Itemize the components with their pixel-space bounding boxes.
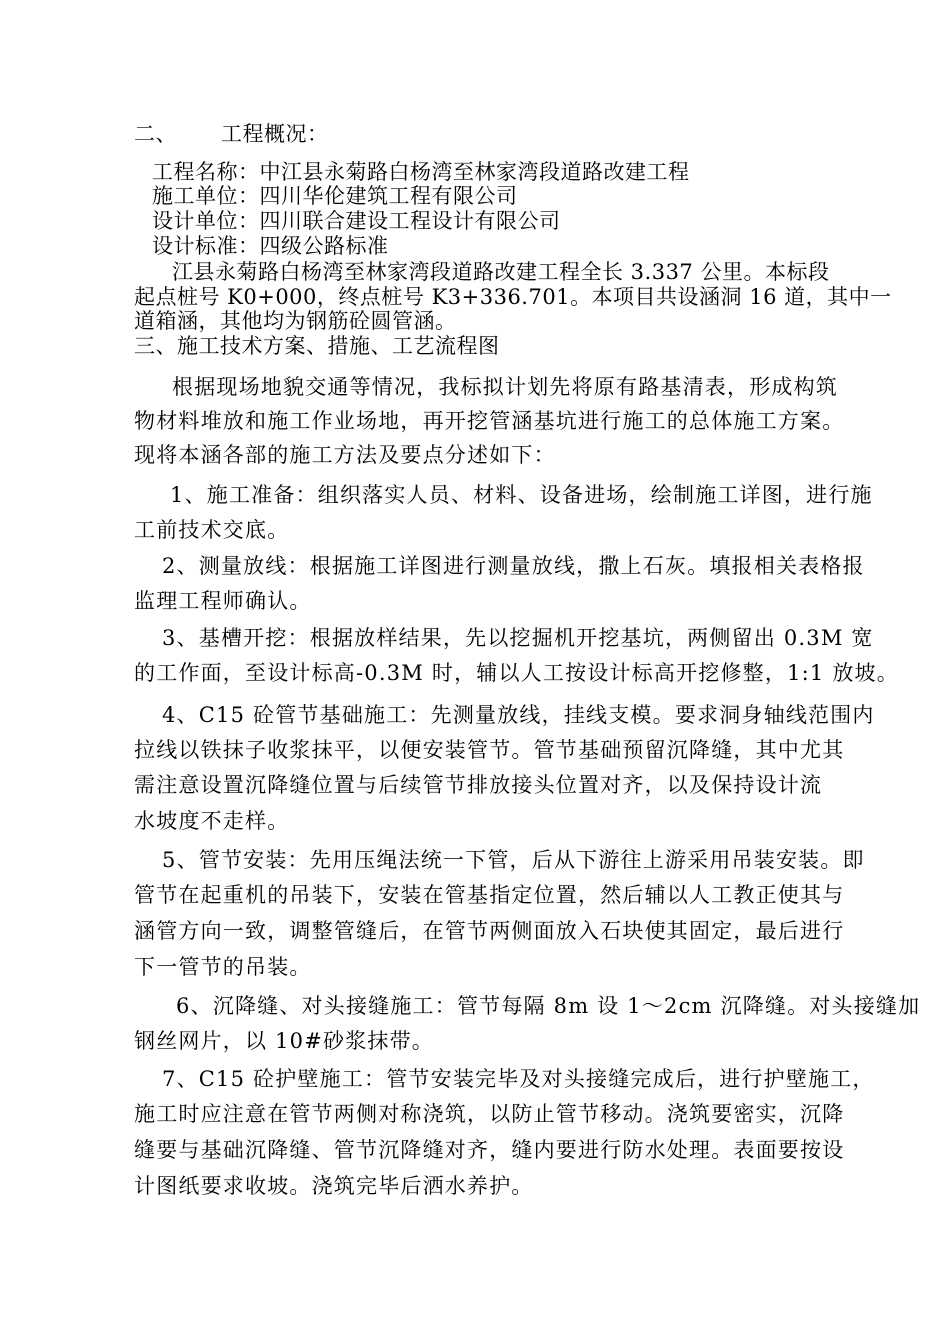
section-two-number: 二、 (134, 122, 177, 146)
info-label: 工程名称： (152, 160, 260, 184)
step-2-line: 2、测量放线：根据施工详图进行测量放线，撒上石灰。填报相关表格报 (162, 554, 865, 578)
overview-line: 江县永菊路白杨湾至林家湾段道路改建工程全长 3.337 公里。本标段 (172, 260, 830, 284)
info-value: 四川华伦建筑工程有限公司 (259, 184, 518, 208)
step-7-line: 缝要与基础沉降缝、管节沉降缝对齐，缝内要进行防水处理。表面要按设 (134, 1138, 845, 1162)
step-7-line: 计图纸要求收坡。浇筑完毕后洒水养护。 (134, 1174, 534, 1198)
step-4-line: 需注意设置沉降缝位置与后续管节排放接头位置对齐，以及保持设计流 (134, 773, 823, 797)
info-value: 中江县永菊路白杨湾至林家湾段道路改建工程 (259, 160, 690, 184)
info-design-unit (152, 208, 561, 234)
intro-line: 物材料堆放和施工作业场地，再开挖管涵基坑进行施工的总体施工方案。 (134, 409, 845, 433)
intro-line: 现将本涵各部的施工方法及要点分述如下： (134, 443, 556, 467)
step-1-line: 1、施工准备：组织落实人员、材料、设备进场，绘制施工详图，进行施 (170, 483, 873, 507)
info-label: 施工单位： (152, 184, 260, 208)
info-value: 四级公路标准 (259, 234, 389, 258)
step-5-line: 涵管方向一致，调整管缝后，在管节两侧面放入石块使其固定，最后进行 (134, 919, 845, 943)
step-1-line: 工前技术交底。 (134, 518, 290, 542)
section-three-heading: 三、施工技术方案、措施、工艺流程图 (134, 334, 500, 358)
info-label: 设计单位： (152, 209, 260, 233)
step-2-line: 监理工程师确认。 (134, 589, 312, 613)
info-label: 设计标准： (152, 234, 260, 258)
info-construction-unit (152, 183, 518, 209)
section-two-title: 工程概况： (221, 122, 329, 146)
step-5-line: 管节在起重机的吊装下，安装在管基指定位置，然后辅以人工教正使其与 (134, 883, 845, 907)
overview-line: 道箱涵，其他均为钢筋砼圆管涵。 (134, 309, 457, 333)
step-6-line: 钢丝网片，以 10#砂浆抹带。 (134, 1029, 434, 1053)
step-5-line: 下一管节的吊装。 (134, 955, 312, 979)
section-two-heading (134, 121, 329, 147)
step-6-line: 6、沉降缝、对头接缝施工：管节每隔 8m 设 1～2cm 沉降缝。对头接缝加 (176, 994, 921, 1018)
step-4-line: 4、C15 砼管节基础施工：先测量放线，挂线支模。要求洞身轴线范围内 (162, 703, 875, 727)
info-value: 四川联合建设工程设计有限公司 (259, 209, 561, 233)
step-4-line: 拉线以铁抹子收浆抹平，以便安装管节。管节基础预留沉降缝，其中尤其 (134, 738, 845, 762)
intro-line: 根据现场地貌交通等情况，我标拟计划先将原有路基清表，形成构筑 (172, 375, 838, 399)
step-3-line: 的工作面，至设计标高-0.3M 时，辅以人工按设计标高开挖修整，1:1 放坡。 (134, 661, 899, 685)
step-7-line: 施工时应注意在管节两侧对称浇筑，以防止管节移动。浇筑要密实，沉降 (134, 1102, 845, 1126)
step-3-line: 3、基槽开挖：根据放样结果，先以挖掘机开挖基坑，两侧留出 0.3M 宽 (162, 626, 874, 650)
info-project-name (152, 159, 690, 185)
overview-line: 起点桩号 K0+000，终点桩号 K3+336.701。本项目共设涵洞 16 道，其中一 (134, 285, 892, 309)
step-7-line: 7、C15 砼护壁施工：管节安装完毕及对头接缝完成后，进行护壁施工， (162, 1067, 875, 1091)
info-design-standard (152, 233, 389, 259)
step-5-line: 5、管节安装：先用压绳法统一下管，后从下游往上游采用吊装安装。即 (162, 848, 865, 872)
step-4-line: 水坡度不走样。 (134, 809, 290, 833)
